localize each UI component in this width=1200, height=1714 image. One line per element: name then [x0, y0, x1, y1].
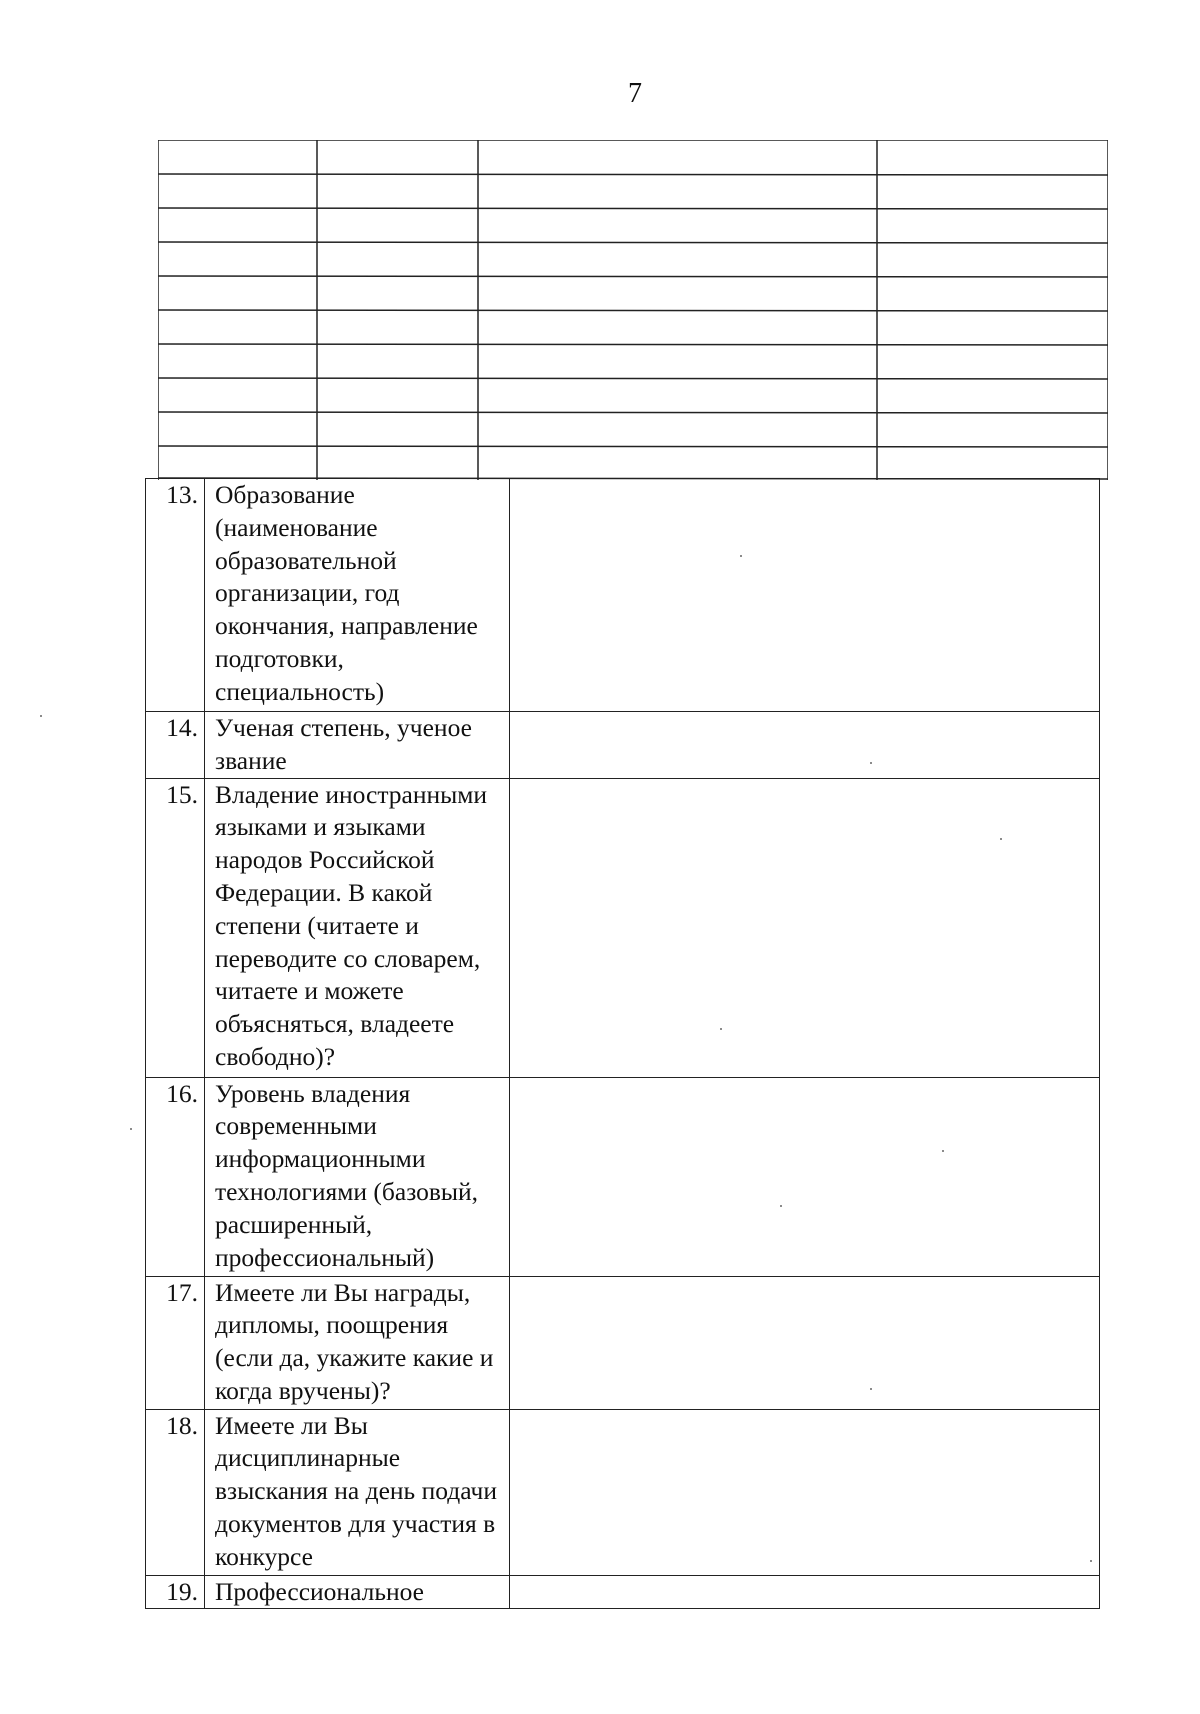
item-label: Имеете ли Вы дисциплинарные взыскания на день подачи документов для участия в конкурсе [205, 1409, 510, 1575]
table-row [146, 1077, 1100, 1276]
scan-speck [130, 1128, 132, 1130]
table-row [146, 1409, 1100, 1575]
scan-speck [1090, 1560, 1092, 1562]
item-label: Образование (наименование образовательной организации, год окончания, направление подготовки, специальность) [205, 479, 510, 712]
scan-speck [40, 715, 42, 717]
item-number: 13. [146, 479, 205, 712]
table-row [146, 778, 1100, 1077]
table-row [146, 712, 1100, 779]
table-row [146, 1276, 1100, 1409]
item-number: 14. [146, 712, 205, 779]
item-label: Владение иностранными языками и языками народов Российской Федерации. В какой степени (читаете и переводите со словарем, читаете и можете объясняться, владеете свободно)? [205, 778, 510, 1077]
scan-speck [780, 1205, 782, 1207]
table-row [146, 479, 1100, 712]
continuation-grid [158, 140, 1108, 480]
answer-cell[interactable] [510, 778, 1100, 1077]
scan-speck [740, 555, 742, 557]
answer-cell[interactable] [510, 1575, 1100, 1609]
table-row [146, 1575, 1100, 1609]
item-number: 16. [146, 1077, 205, 1276]
page-number: 7 [628, 78, 642, 109]
answer-cell[interactable] [510, 479, 1100, 712]
item-label: Профессиональное [205, 1575, 510, 1609]
item-number: 19. [146, 1575, 205, 1609]
answer-cell[interactable] [510, 1409, 1100, 1575]
scan-speck [1000, 838, 1002, 840]
item-number: 18. [146, 1409, 205, 1575]
item-number: 17. [146, 1276, 205, 1409]
item-label: Уровень владения современными информационными технологиями (базовый, расширенный, профессиональный) [205, 1077, 510, 1276]
scan-speck [870, 1388, 872, 1390]
item-number: 15. [146, 778, 205, 1077]
answer-cell[interactable] [510, 712, 1100, 779]
answer-cell[interactable] [510, 1077, 1100, 1276]
answer-cell[interactable] [510, 1276, 1100, 1409]
scan-speck [720, 1028, 722, 1030]
questionnaire-table [145, 478, 1100, 1609]
item-label: Ученая степень, ученое звание [205, 712, 510, 779]
scan-speck [942, 1150, 944, 1152]
item-label: Имеете ли Вы награды, дипломы, поощрения (если да, укажите какие и когда вручены)? [205, 1276, 510, 1409]
scan-speck [870, 762, 872, 764]
